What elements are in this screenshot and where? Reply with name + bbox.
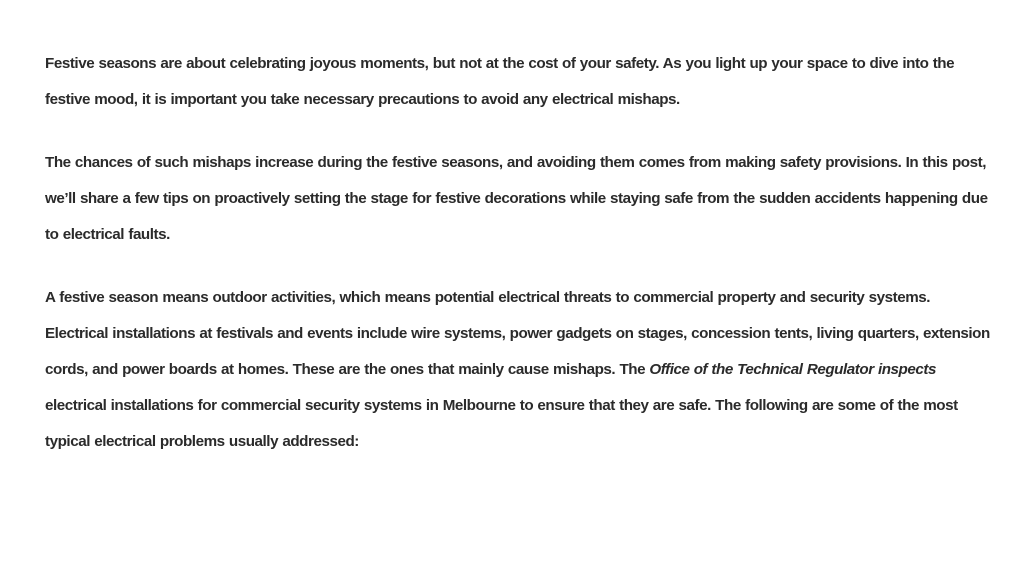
paragraph-text-before: A festive season means outdoor activities, which means potential electrical threats to commercial property and security systems. Electrical installations at festivals and events include wire systems, power gadgets on stages, concession tents, living quarters, extension cords, and power boards at homes. These are the ones that mainly cause mishaps. The — [45, 289, 990, 378]
paragraph-intro: Festive seasons are about celebrating joyous moments, but not at the cost of your safety. As you light up your space to dive into the festive mood, it is important you take necessary precautions to avoid any electrical mishaps. — [45, 55, 955, 108]
paragraph-text-after: electrical installations for commercial security systems in Melbourne to ensure that they are safe. The following are some of the most typical electrical problems usually addressed: — [45, 397, 958, 450]
article-body — [45, 46, 990, 487]
regulator-emphasis: Office of the Technical Regulator inspects — [649, 361, 936, 378]
paragraph-electrical-threats — [45, 280, 990, 460]
paragraph-safety-tips: The chances of such mishaps increase during the festive seasons, and avoiding them comes from making safety provisions. In this post, we’ll share a few tips on proactively setting the stage for festive decorations while staying safe from the sudden accidents happening due to electrical faults. — [45, 154, 988, 243]
